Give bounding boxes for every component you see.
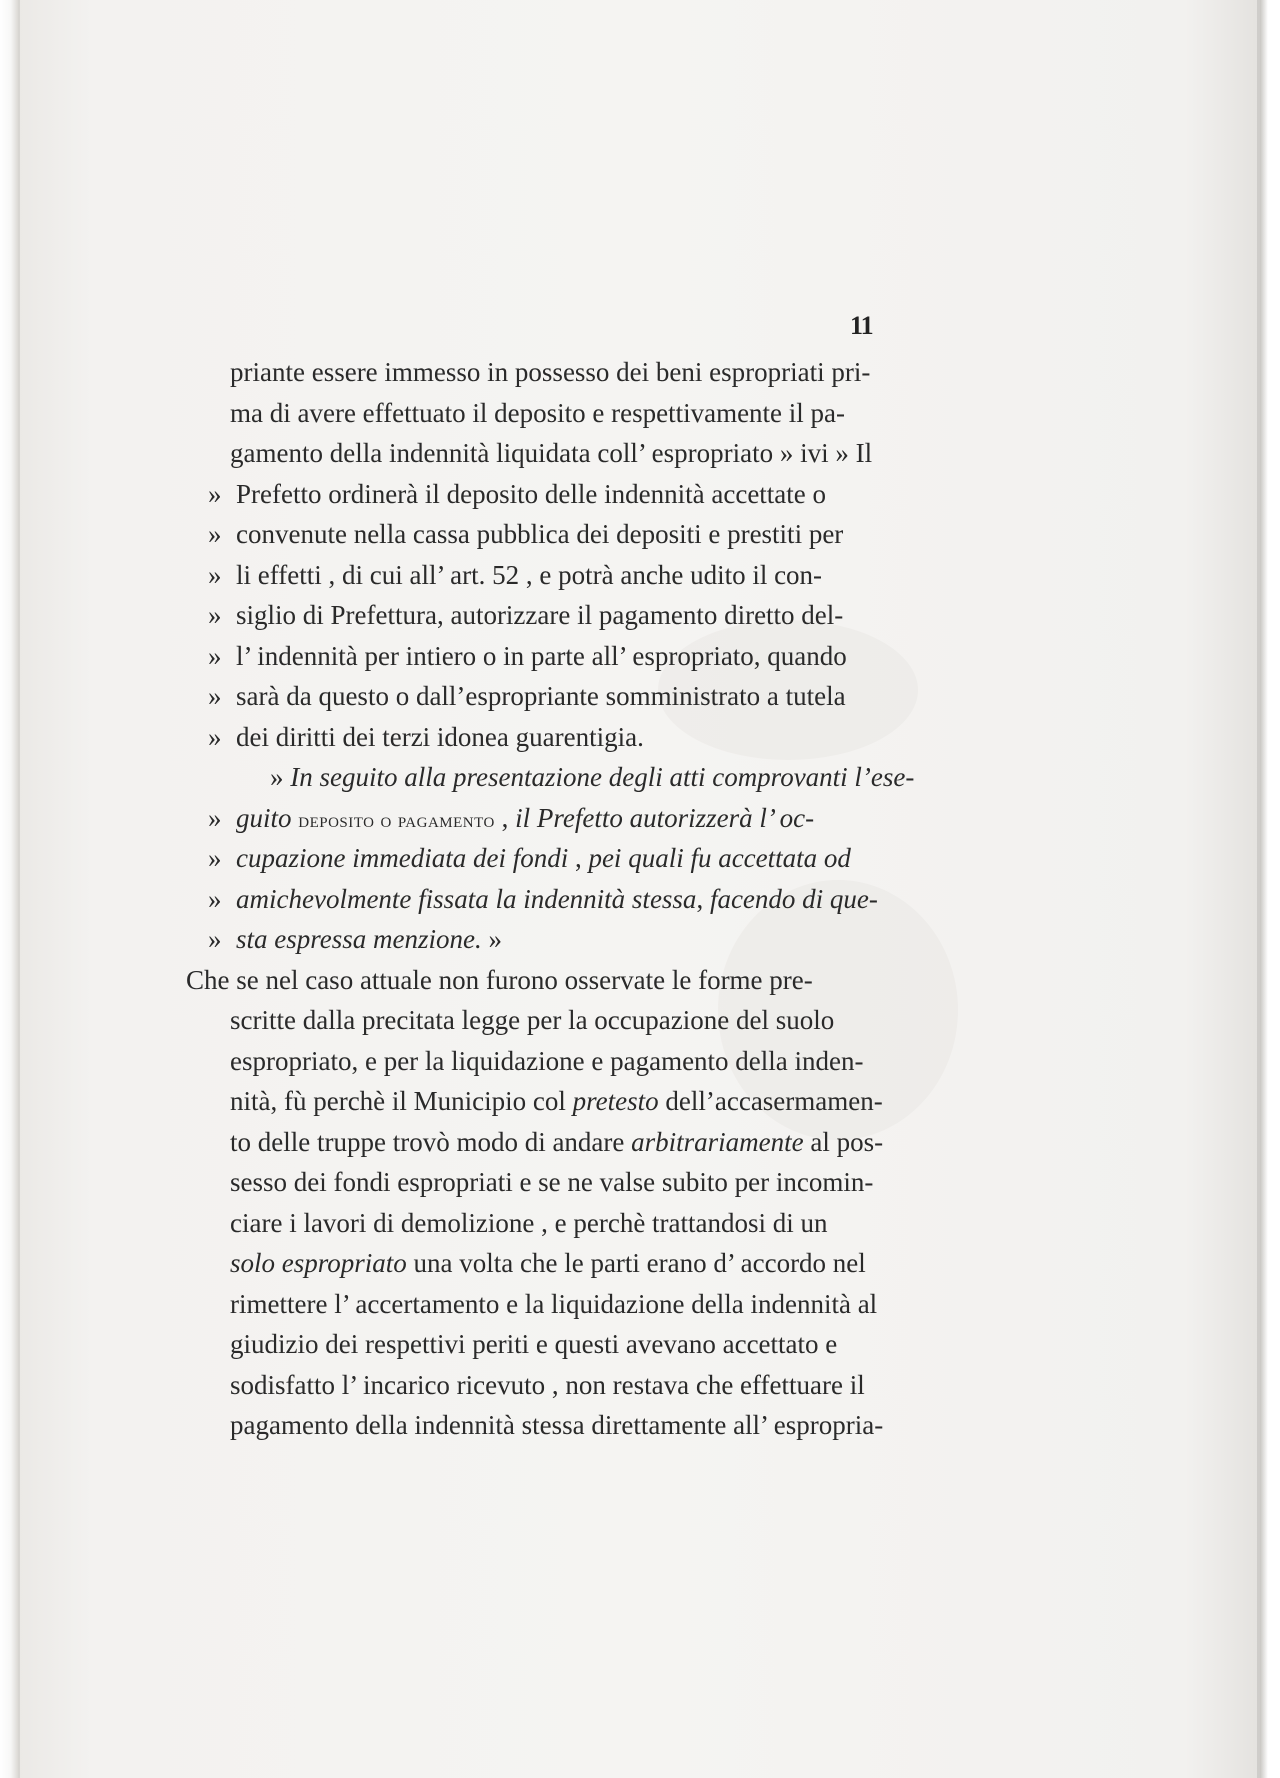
- text-segment: Prefetto ordinerà il deposito delle indennità accettate o: [236, 478, 827, 509]
- text-line: [208, 595, 920, 636]
- text-segment: espropriato, e per la liquidazione e pagamento della inden-: [230, 1045, 864, 1076]
- text-line: [208, 1243, 920, 1284]
- text-segment: convenute nella cassa pubblica dei depositi e prestiti per: [236, 519, 844, 549]
- text-line: [208, 1324, 920, 1365]
- text-line: [208, 1365, 920, 1406]
- text-segment: priante essere immesso in possesso dei beni espropriati pri-: [230, 357, 871, 387]
- text-segment: facendo di que-: [709, 883, 878, 914]
- text-line: [208, 919, 920, 960]
- body-text: [186, 352, 920, 1446]
- text-line: [208, 1122, 920, 1163]
- text-segment: pagamento della indennità stessa direttamente all’ espropria-: [230, 1410, 884, 1440]
- text-line: [208, 433, 920, 474]
- text-segment: sta espressa menzione.: [236, 924, 482, 954]
- text-line: [208, 1405, 920, 1446]
- text-line: [208, 352, 920, 393]
- text-segment: sesso dei fondi espropriati e se ne valse subito per incomin-: [230, 1167, 874, 1197]
- text-segment: scritte dalla precitata legge per la occupazione del suolo: [230, 1005, 835, 1035]
- paper-left-edge: [0, 0, 18, 1778]
- text-line: [208, 838, 920, 879]
- text-segment: to delle truppe trovò modo di andare: [230, 1126, 632, 1157]
- text-segment: al pos-: [803, 1126, 884, 1157]
- text-segment: pei quali fu accettata od: [588, 843, 851, 873]
- text-line: [186, 960, 920, 1001]
- text-segment: dei diritti dei terzi idonea guarentigia.: [236, 721, 644, 752]
- text-line: [208, 636, 920, 677]
- text-line: [208, 1041, 920, 1082]
- text-segment: arbitrariamente: [631, 1126, 804, 1157]
- quote-mark: »: [208, 681, 222, 711]
- text-segment: il Prefetto autorizzerà l’ oc-: [515, 802, 815, 833]
- page-number: 11: [850, 311, 873, 340]
- text-segment: ciare i lavori di demolizione , e perchè trattandosi di un: [230, 1207, 828, 1238]
- text-segment: In seguito alla presentazione degli atti comprovanti l’ese-: [290, 762, 915, 792]
- quote-mark: »: [208, 924, 222, 954]
- text-segment: Che se nel caso attuale non furono osservate le forme pre-: [186, 964, 813, 995]
- text-line: [208, 555, 920, 596]
- text-segment: ma di avere effettuato il deposito e respettivamente il pa-: [230, 397, 846, 428]
- quote-mark: »: [208, 559, 222, 590]
- text-line: [208, 676, 920, 717]
- quote-mark: »: [208, 843, 222, 873]
- quote-mark: »: [208, 802, 222, 833]
- text-line: [208, 1081, 920, 1122]
- text-segment: guito: [236, 802, 299, 833]
- text-segment: ,: [568, 843, 589, 873]
- text-segment: sarà da questo o dall’espropriante somministrato a tutela: [236, 681, 846, 711]
- text-line: [208, 717, 920, 758]
- paper-right-edge: [1260, 0, 1280, 1778]
- text-line: [208, 1203, 920, 1244]
- text-segment: dell’accasermamen-: [658, 1086, 883, 1116]
- text-segment: solo espropriato: [230, 1248, 407, 1278]
- text-segment: »: [481, 924, 502, 954]
- text-segment: ,: [494, 802, 516, 833]
- quote-mark: »: [208, 519, 222, 549]
- text-segment: sodisfatto l’ incarico ricevuto , non restava che effettuare il: [230, 1369, 865, 1400]
- text-segment: siglio di Prefettura, autorizzare il pagamento diretto del-: [236, 600, 844, 630]
- text-segment: amichevolmente fissata la indennità stessa: [236, 883, 697, 914]
- text-line: [208, 514, 920, 555]
- quote-mark: »: [208, 640, 222, 671]
- text-segment: deposito o pagamento: [298, 806, 495, 832]
- text-line: [208, 757, 920, 798]
- text-segment: gamento della indennità liquidata coll’ espropriato » ivi » Il: [230, 438, 873, 468]
- text-segment: l’ indennità per intiero o in parte all’ espropriato, quando: [236, 640, 847, 671]
- text-segment: una volta che le parti erano d’ accordo nel: [406, 1248, 866, 1278]
- text-line: [208, 879, 920, 920]
- text-line: [208, 1000, 920, 1041]
- text-segment: cupazione immediata dei fondi: [236, 843, 569, 873]
- text-line: [208, 474, 920, 515]
- text-segment: ,: [696, 883, 710, 914]
- text-line: [208, 393, 920, 434]
- text-line: [208, 1162, 920, 1203]
- text-line: [208, 798, 920, 839]
- text-segment: pretesto: [572, 1086, 659, 1116]
- text-segment: »: [270, 762, 291, 792]
- quote-mark: »: [208, 883, 222, 914]
- quote-mark: »: [208, 600, 222, 630]
- text-segment: rimettere l’ accertamento e la liquidazione della indennità al: [230, 1288, 878, 1319]
- text-segment: li effetti , di cui all’ art. 52 , e potrà anche udito il con-: [236, 559, 823, 590]
- text-segment: nità, fù perchè il Municipio col: [230, 1086, 573, 1116]
- quote-mark: »: [208, 478, 222, 509]
- text-line: [208, 1284, 920, 1325]
- quote-mark: »: [208, 721, 222, 752]
- text-segment: giudizio dei respettivi periti e questi avevano accettato e: [230, 1329, 838, 1359]
